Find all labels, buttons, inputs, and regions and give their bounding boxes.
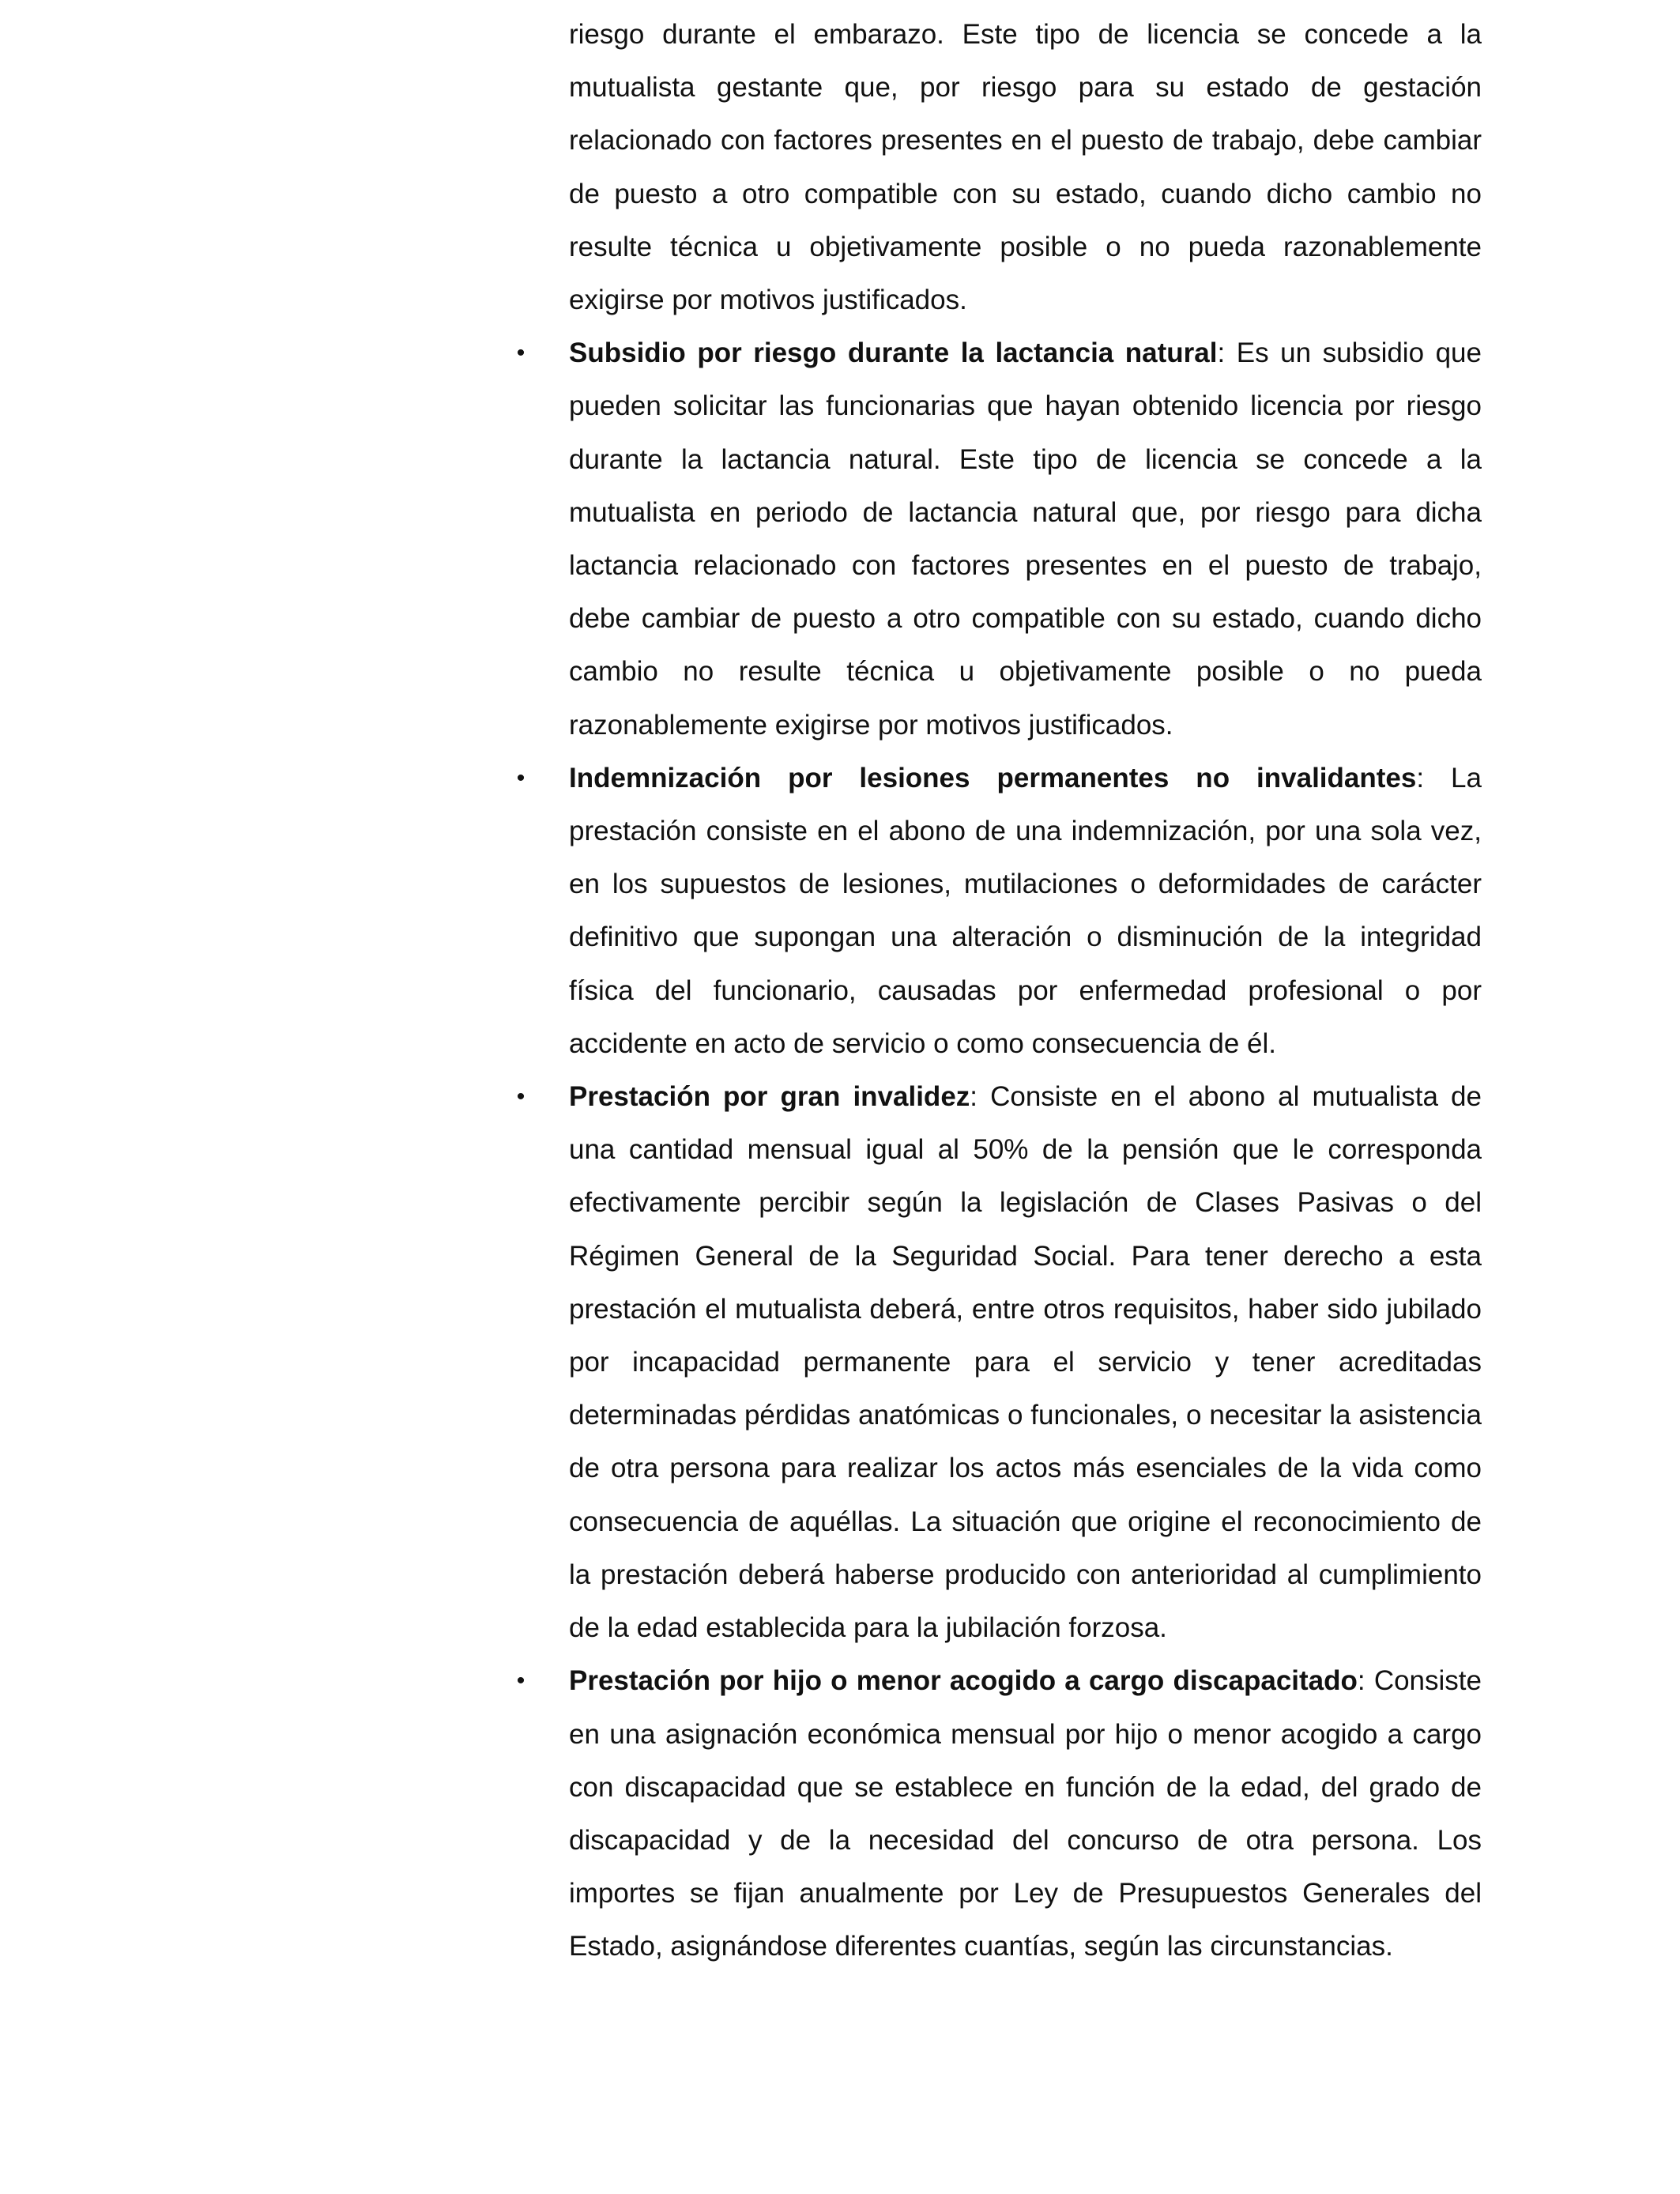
list-item [516, 326, 1482, 752]
list-item [516, 1654, 1482, 1973]
bullet-icon: • [516, 340, 525, 367]
item-text: : La prestación consiste en el abono de una indemnización, por una sola vez, en los supuestos de lesiones, mutilaciones o deformidades de carácter definitivo que supongan una alteración o disminución de la integridad física del funcionario, causadas por enfermedad profesional o por accidente en acto de servicio o como consecuencia de él. [569, 762, 1482, 1059]
item-term: Subsidio por riesgo durante la lactancia natural [569, 337, 1218, 369]
intro-text: riesgo durante el embarazo. Este tipo de licencia se concede a la mutualista gestante que, por riesgo para su estado de gestación relacionado con factores presentes en el puesto de trabajo, debe cambiar de puesto a otro compatible con su estado, cuando dicho cambio no resulte técnica u objetivamente posible o no pueda razonablemente exigirse por motivos justificados. [569, 19, 1482, 316]
item-text: : Consiste en una asignación económica mensual por hijo o menor acogido a cargo con discapacidad que se establece en función de la edad, del grado de discapacidad y de la necesidad del concurso de otra persona. Los importes se fijan anualmente por Ley de Presupuestos Generales del Estado, asignándose diferentes cuantías, según las circunstancias. [569, 1665, 1482, 1962]
item-term: Prestación por gran invalidez [569, 1081, 970, 1113]
item-text: : Es un subsidio que pueden solicitar las funcionarias que hayan obtenido licencia por riesgo durante la lactancia natural. Este tipo de licencia se concede a la mutualista en periodo de lactancia natural que, por riesgo para dicha lactancia relacionado con factores presentes en el puesto de trabajo, debe cambiar de puesto a otro compatible con su estado, cuando dicho cambio no resulte técnica u objetivamente posible o no pueda razonablemente exigirse por motivos justificados. [569, 337, 1482, 741]
item-term: Prestación por hijo o menor acogido a cargo discapacitado [569, 1665, 1358, 1697]
list-item [516, 752, 1482, 1070]
bullet-icon: • [516, 764, 525, 791]
list-item [516, 1070, 1482, 1654]
intro-paragraph [569, 8, 1482, 326]
document-body [516, 8, 1482, 1973]
bullet-icon: • [516, 1668, 525, 1695]
bullet-icon: • [516, 1084, 525, 1110]
item-term: Indemnización por lesiones permanentes no invalidantes [569, 762, 1417, 794]
item-text: : Consiste en el abono al mutualista de una cantidad mensual igual al 50% de la pensión que le corresponda efectivamente percibir según la legislación de Clases Pasivas o del Régimen General de la Seguridad Social. Para tener derecho a esta prestación el mutualista deberá, entre otros requisitos, haber sido jubilado por incapacidad permanente para el servicio y tener acreditadas determinadas pérdidas anatómicas o funcionales, o necesitar la asistencia de otra persona para realizar los actos más esenciales de la vida como consecuencia de aquéllas. La situación que origine el reconocimiento de la prestación deberá haberse producido con anterioridad al cumplimiento de la edad establecida para la jubilación forzosa. [569, 1081, 1482, 1644]
